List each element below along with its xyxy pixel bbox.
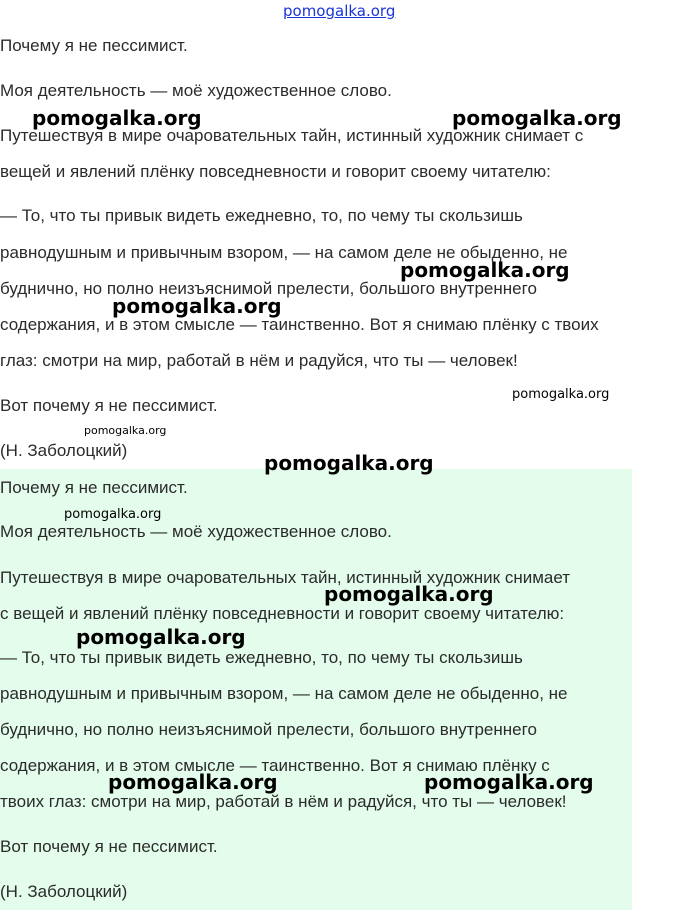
answer-text-line: Вот почему я не пессимист. bbox=[0, 837, 218, 856]
answer-text-line: Путешествуя в мире очаровательных тайн, истинный художник снимает bbox=[0, 568, 571, 587]
answer-text-line: Моя деятельность — моё художественное слово. bbox=[0, 522, 392, 541]
original-text-line: Путешествуя в мире очаровательных тайн, истинный художник снимает с bbox=[0, 126, 584, 145]
watermark-text: pomogalka.org bbox=[424, 770, 594, 794]
answer-text-line: равнодушным и привычным взором, — на самом деле не обыденно, не bbox=[0, 684, 568, 703]
watermark-text: pomogalka.org bbox=[32, 106, 202, 130]
original-text-line: содержания, и в этом смысле — таинственно. Вот я снимаю плёнку с твоих bbox=[0, 315, 599, 334]
watermark-text: pomogalka.org bbox=[108, 770, 278, 794]
original-text-line: — То, что ты привык видеть ежедневно, то, по чему ты скользишь bbox=[0, 206, 523, 225]
original-text-line: глаз: смотри на мир, работай в нём и радуйся, что ты — человек! bbox=[0, 351, 518, 370]
header-site-link[interactable]: pomogalka.org bbox=[283, 2, 396, 20]
watermark-text: pomogalka.org bbox=[324, 582, 494, 606]
original-text-line: буднично, но полно неизъяснимой прелести, большого внутреннего bbox=[0, 279, 537, 298]
answer-text-line: твоих глаз: смотри на мир, работай в нём и радуйся, что ты — человек! bbox=[0, 792, 567, 811]
answer-author-line: (Н. Заболоцкий) bbox=[0, 882, 128, 901]
watermark-text: pomogalka.org bbox=[76, 625, 246, 649]
original-text-line: Вот почему я не пессимист. bbox=[0, 396, 218, 415]
watermark-text: pomogalka.org bbox=[84, 424, 167, 437]
answer-title-line: Почему я не пессимист. bbox=[0, 478, 188, 497]
original-title-line: Почему я не пессимист. bbox=[0, 36, 188, 55]
watermark-text: pomogalka.org bbox=[512, 387, 610, 402]
original-text-line: равнодушным и привычным взором, — на самом деле не обыденно, не bbox=[0, 243, 568, 262]
original-author-line: (Н. Заболоцкий) bbox=[0, 441, 128, 460]
answer-text-line: содержания, и в этом смысле — таинственно. Вот я снимаю плёнку с bbox=[0, 756, 550, 775]
watermark-text: pomogalka.org bbox=[452, 106, 622, 130]
watermark-text: pomogalka.org bbox=[112, 294, 282, 318]
answer-text-line: буднично, но полно неизъяснимой прелести, большого внутреннего bbox=[0, 720, 537, 739]
watermark-text: pomogalka.org bbox=[264, 451, 434, 475]
original-text-line: вещей и явлений плёнку повседневности и говорит своему читателю: bbox=[0, 162, 551, 181]
answer-text-line: — То, что ты привык видеть ежедневно, то, по чему ты скользишь bbox=[0, 648, 523, 667]
answer-text-line: с вещей и явлений плёнку повседневности и говорит своему читателю: bbox=[0, 604, 565, 623]
original-text-line: Моя деятельность — моё художественное слово. bbox=[0, 81, 392, 100]
watermark-text: pomogalka.org bbox=[64, 507, 162, 522]
watermark-text: pomogalka.org bbox=[400, 258, 570, 282]
